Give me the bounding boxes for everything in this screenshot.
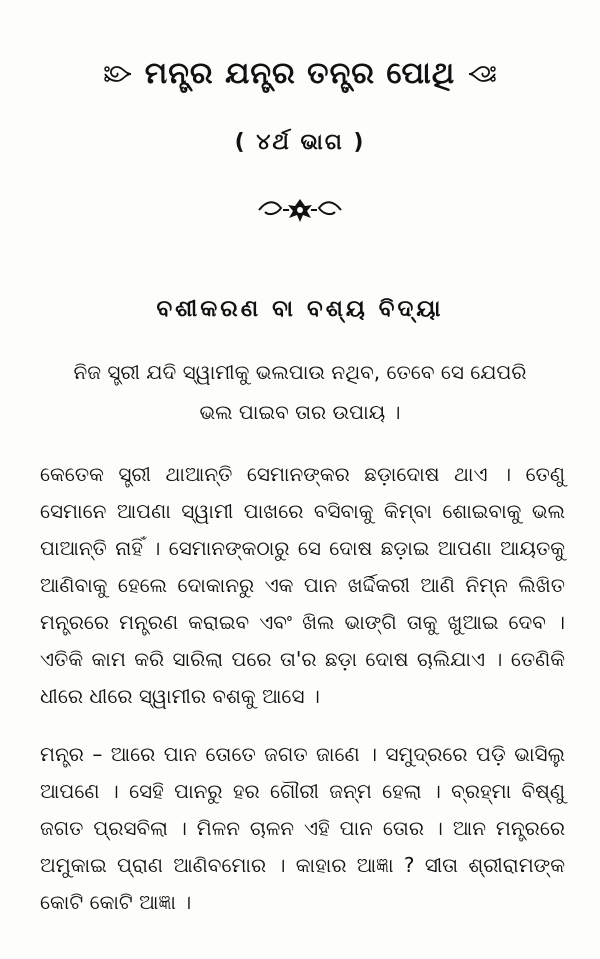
body-paragraph-1: କେତେକ ସ୍ତ୍ରୀ ଥାଆନ୍ତି ସେମାନଙ୍କର ଛଡ଼ାଦୋଷ ଥାଏ । ତେଣୁ ସେମାନେ ଆପଣା ସ୍ୱାମୀ ପାଖରେ ବସିବାକୁ କିମ୍ବା ଶୋଇବାକୁ ଭଲ ପାଆନ୍ତି ନାହିଁ । ସେମାନଙ୍କଠାରୁ ସେ ଦୋଷ ଛଡ଼ାଇ ଆପଣା ଆୟତକୁ ଆଣିବାକୁ ହେଲେ ଦୋକାନରୁ ଏକ ପାନ ଖର୍ଦ୍ଦିକରୀ ଆଣି ନିମ୍ନ ଲିଖିତ ମନ୍ତ୍ରରେ ମନ୍ତ୍ରଣ କରାଇବ ଏବଂ ଖିଲ ଭାଙ୍ଗି ତାକୁ ଖୁଆଇ ଦେବ । ଏତିକି କାମ କରି ସାରିଲା ପରେ ତା'ର ଛଡ଼ା ଦୋଷ ଚାଲିଯାଏ । ତେଣିକି ଧୀରେ ଧୀରେ ସ୍ୱାମୀର ବଶକୁ ଆସେ । bbox=[40, 462, 565, 708]
section-heading: ବଶୀକରଣ ବା ବଶ୍ୟ ବିଦ୍ୟା bbox=[156, 296, 444, 322]
left-scroll-ornament-icon bbox=[101, 57, 135, 91]
right-scroll-ornament-icon bbox=[465, 57, 499, 91]
section-intro: ନିଜ ସ୍ତ୍ରୀ ଯଦି ସ୍ୱାମୀକୁ ଭଲପାଉ ନଥିବ, ତେବେ ସେ ଯେପରି ଭଲ ପାଇବ ତାର ଉପାୟ । bbox=[73, 360, 527, 424]
volume-subtitle: ( ୪ର୍ଥ ଭାଗ ) bbox=[234, 130, 366, 155]
section-divider bbox=[0, 196, 600, 224]
body-paragraph-2: ମନ୍ତ୍ର – ଆରେ ପାନ ତୋତେ ଜଗତ ଜାଣେ । ସମୁଦ୍ରରେ ପଡ଼ି ଭାସିଲୁ ଆପଣେ । ସେହି ପାନରୁ ହର ଗୌରୀ ଜନ୍ମ ହେଲା । ବ୍ରହ୍ମା ବିଷ୍ଣୁ ଜଗତ ପ୍ରସବିଲା । ମିଳନ ଚାଳନ ଏହି ପାନ ତୋର । ଆନ ମନ୍ତ୍ରରେ ଅମୁକାଇ ପ୍ରାଣ ଆଣିବମୋର । କାହାର ଆଜ୍ଞା ? ସୀତା ଶ୍ରୀରାମଙ୍କ କୋଟି କୋଟି ଆଜ୍ଞା । bbox=[40, 742, 565, 914]
title-row bbox=[0, 56, 600, 91]
book-title: ମନ୍ତ୍ର ଯନ୍ତ୍ର ତନ୍ତ୍ର ପୋଥି bbox=[144, 56, 456, 91]
floral-divider-icon bbox=[255, 196, 345, 224]
